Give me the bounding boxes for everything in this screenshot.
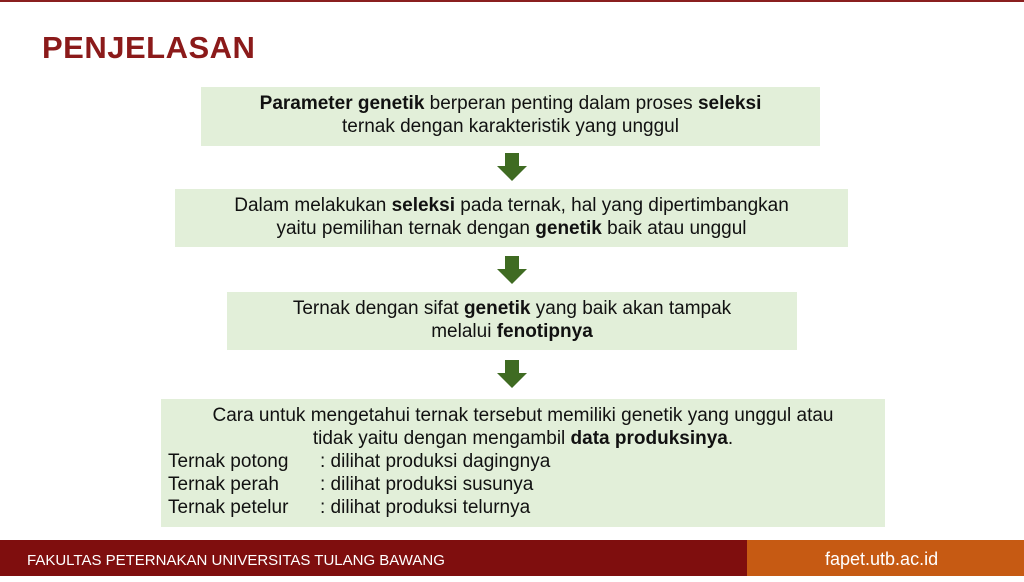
list-item: Ternak petelur : dilihat produksi telurnya — [168, 497, 531, 518]
flow-box-4: Cara untuk mengetahui ternak tersebut memiliki genetik yang unggul atau tidak yaitu dengan mengambil data produksinya. Ternak potong : dilihat produksi dagingnya Ternak perah : dilihat produksi susunya Ternak petelur : dilihat produksi telurnya — [161, 399, 885, 527]
page-title: PENJELASAN — [42, 30, 256, 65]
list-item: Ternak perah : dilihat produksi susunya — [168, 474, 534, 495]
flow-box-1: Parameter genetik berperan penting dalam proses seleksi ternak dengan karakteristik yang unggul — [201, 87, 820, 146]
flow-box-3: Ternak dengan sifat genetik yang baik akan tampak melalui fenotipnya — [227, 292, 797, 350]
down-arrow-icon — [497, 153, 527, 181]
production-list — [168, 450, 885, 519]
flow-box-2: Dalam melakukan seleksi pada ternak, hal yang dipertimbangkan yaitu pemilihan ternak dengan genetik baik atau unggul — [175, 189, 848, 247]
footer-faculty-name: FAKULTAS PETERNAKAN UNIVERSITAS TULANG BAWANG — [0, 540, 747, 576]
list-item: Ternak potong : dilihat produksi dagingnya — [168, 451, 551, 472]
bold-text: Parameter genetik — [259, 93, 425, 114]
top-border-line — [0, 0, 1024, 2]
down-arrow-icon — [497, 256, 527, 284]
down-arrow-icon — [497, 360, 527, 388]
footer-website-link[interactable]: fapet.utb.ac.id — [747, 540, 1024, 576]
